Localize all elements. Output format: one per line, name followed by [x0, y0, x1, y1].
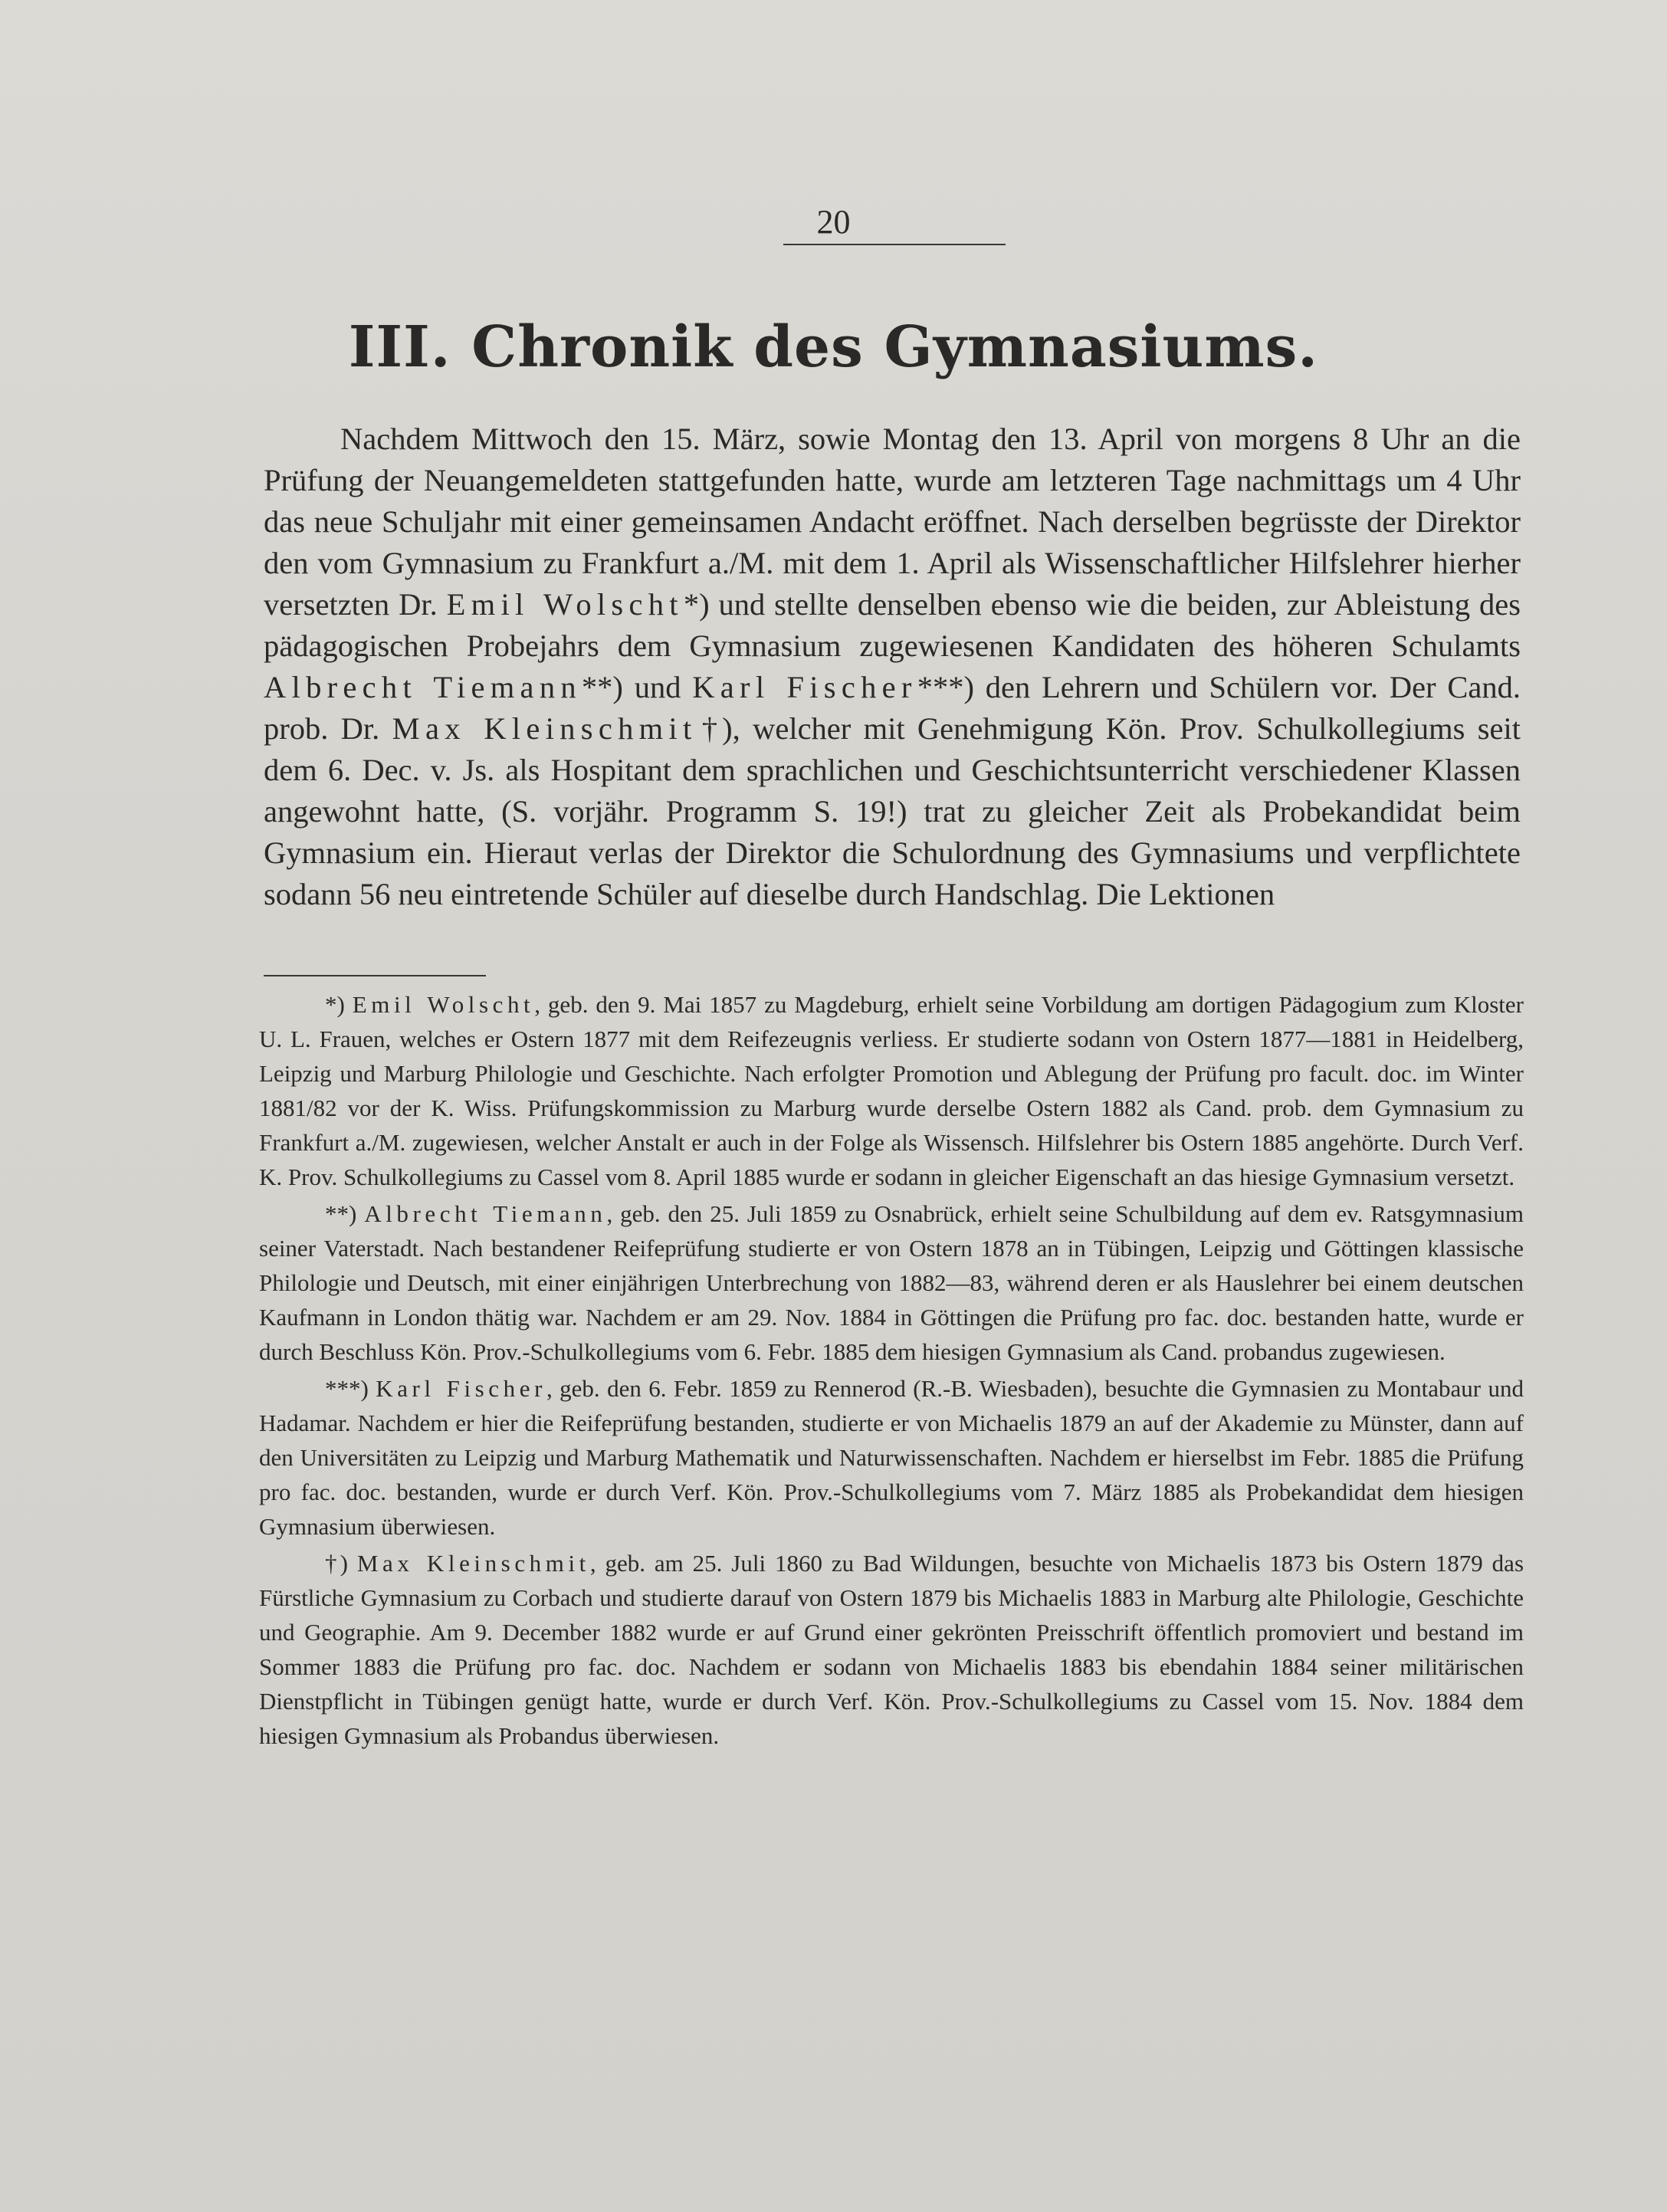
body-text-run: *) und stellte denselben ebenso wie die beiden, zur Ableistung des pädagogischen Probejahrs dem Gymnasium zugewiesenen Kandidaten des höheren Schulamts	[264, 587, 1521, 663]
footnote-marker: *)	[325, 991, 345, 1018]
footnote-name: Emil Wolscht	[352, 991, 535, 1018]
page-number-rule	[783, 244, 1006, 245]
footnote-text: , geb. am 25. Juli 1860 zu Bad Wildungen, besuchte von Michaelis 1873 bis Ostern 1879 das Fürstliche Gymnasium zu Corbach und studierte darauf von Ostern 1879 bis Michaelis 1883 in Marburg alte Philologie, Geschichte und Geographie. Am 9. December 1882 wurde er auf Grund einer gekrönten Preisschrift öffentlich promoviert und bestand im Sommer 1883 die Prüfung pro fac. doc. Nachdem er sodann von Michaelis 1883 bis ebendahin 1884 seiner militärischen Dienstpflicht in Tübingen genügt hatte, wurde er durch Verf. Kön. Prov.-Schulkollegiums zu Cassel vom 15. Nov. 1884 dem hiesigen Gymnasium als Probandus überwiesen.	[259, 1550, 1524, 1749]
person-name-wolscht: Emil Wolscht	[446, 587, 684, 622]
body-text-run: **) und	[581, 670, 681, 704]
footnote-name: Karl Fischer	[376, 1375, 546, 1402]
footnotes	[259, 987, 1524, 1755]
person-name-fischer: Karl Fischer	[692, 670, 917, 704]
person-name-tiemann: Albrecht Tiemann	[264, 670, 582, 704]
body-text	[264, 418, 1521, 915]
person-name-kleinschmit: Max Kleinschmit	[392, 711, 697, 746]
footnote-marker: **)	[325, 1200, 357, 1227]
footnote-name: Albrecht Tiemann	[364, 1200, 607, 1227]
body-paragraph	[264, 418, 1521, 915]
footnote-text: , geb. den 6. Febr. 1859 zu Rennerod (R.-B. Wiesbaden), besuchte die Gymnasien zu Montabaur und Hadamar. Nachdem er hier die Reifeprüfung bestanden, studierte er von Michaelis 1879 an auf der Akademie zu Münster, dann auf den Universitäten zu Leipzig und Marburg Mathematik und Naturwissenschaften. Nachdem er hierselbst im Febr. 1885 die Prüfung pro fac. doc. bestanden, wurde er durch Verf. Kön. Prov.-Schulkollegiums vom 7. März 1885 als Probekandidat dem hiesigen Gymnasium überwiesen.	[259, 1375, 1524, 1540]
footnote-separator	[264, 975, 486, 976]
footnote-name: Max Kleinschmit	[356, 1550, 590, 1577]
body-text-run: ***) den Lehrern und Schülern vor. Der Cand. prob. Dr.	[264, 670, 1521, 746]
footnote	[259, 1546, 1524, 1753]
footnote	[259, 1196, 1524, 1369]
body-text-run: Nachdem Mittwoch den 15. März, sowie Montag den 13. April von morgens 8 Uhr an die Prüfung der Neuangemeldeten stattgefunden hatte, wurde am letzteren Tage nachmittags um 4 Uhr das neue Schuljahr mit einer gemeinsamen Andacht eröffnet. Nach derselben begrüsste der Direktor den vom Gymnasium zu Frankfurt a./M. mit dem 1. April als Wissenschaftlicher Hilfslehrer hierher versetzten Dr.	[264, 422, 1521, 622]
footnote	[259, 1371, 1524, 1544]
footnote-text: , geb. den 25. Juli 1859 zu Osnabrück, erhielt seine Schulbildung auf dem ev. Ratsgymnasium seiner Vaterstadt. Nach bestandener Reifeprüfung studierte er von Ostern 1878 an in Tübingen, Leipzig und Göttingen klassische Philologie und Deutsch, mit einer einjährigen Unterbrechung von 1882—83, während deren er als Hauslehrer bei einem deutschen Kaufmann in London thätig war. Nachdem er am 29. Nov. 1884 in Göttingen die Prüfung pro fac. doc. bestanden hatte, wurde er durch Beschluss Kön. Prov.-Schulkollegiums vom 6. Febr. 1885 dem hiesigen Gymnasium als Cand. probandus zugewiesen.	[259, 1200, 1524, 1365]
footnote-marker: ***)	[325, 1375, 369, 1402]
footnote-text: , geb. den 9. Mai 1857 zu Magdeburg, erhielt seine Vorbildung am dortigen Pädagogium zum Kloster U. L. Frauen, welches er Ostern 1877 mit dem Reifezeugnis verliess. Er studierte sodann von Ostern 1877—1881 in Heidelberg, Leipzig und Marburg Philologie und Geschichte. Nach erfolgter Promotion und Ablegung der Prüfung pro facult. doc. im Winter 1881/82 vor der K. Wiss. Prüfungskommission zu Marburg wurde derselbe Ostern 1882 als Cand. prob. dem Gymnasium zu Frankfurt a./M. zugewiesen, welcher Anstalt er auch in der Folge als Wissensch. Hilfslehrer bis Ostern 1885 angehörte. Durch Verf. K. Prov. Schulkollegiums zu Cassel vom 8. April 1885 wurde er sodann in gleicher Eigenschaft an das hiesige Gymnasium versetzt.	[259, 991, 1524, 1190]
chapter-title: III. Chronik des Gymnasiums.	[348, 314, 1319, 380]
body-text-run: †), welcher mit Genehmigung Kön. Prov. Schulkollegiums seit dem 6. Dec. v. Js. als Hospitant dem sprachlichen und Geschichtsunterricht verschiedener Klassen angewohnt hatte, (S. vorjähr. Programm S. 19!) trat zu gleicher Zeit als Probekandidat beim Gymnasium ein. Hieraut verlas der Direktor die Schulordnung des Gymnasiums und verpflichtete sodann 56 neu eintretende Schüler auf dieselbe durch Handschlag. Die Lektionen	[264, 711, 1521, 911]
footnote-marker: †)	[325, 1550, 348, 1577]
page-number: 20	[816, 203, 851, 241]
footnote	[259, 987, 1524, 1194]
